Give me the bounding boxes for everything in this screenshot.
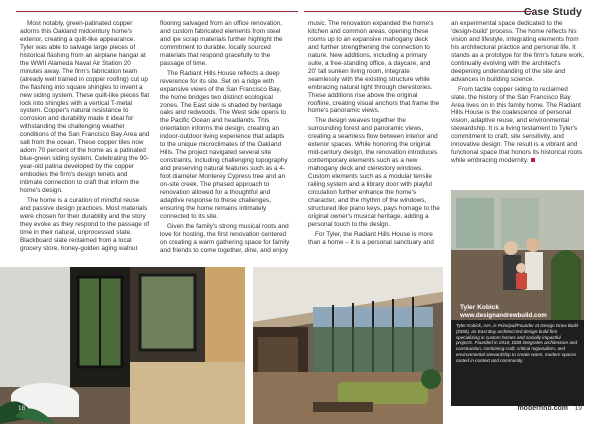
top-rule-right [304, 11, 532, 12]
column-3-paragraph: music. The renovation expanded the home's kitchen and common areas, opening these rooms up to an expansive mahogany deck and further strengthening the connection to nature. New additions, including a primary suite, a free-standing office, a daycare, and 20' tall sunken living room, integrate seamlessly with the existing structure while embracing natural light through clerestories. These additions rise above the original roofline, creating visual anchors that frame the home's panoramic views. [308, 20, 440, 115]
site-url[interactable]: modernhb.com [517, 405, 568, 412]
column-1-paragraph: The home is a curation of mindful reuse and passive design practices. Most materials were chosen for their durability and the story they evoke as they respond to the passage of time in their natural, unprocessed state. Blackboard slate reclaimed from a local grocery store, honey-golden aging walnut [20, 196, 149, 252]
column-2 [160, 20, 290, 257]
living-room-illustration [253, 267, 443, 424]
page-number-left: 18 [18, 405, 26, 412]
column-2-paragraph: flooring salvaged from an office renovation, and custom fabricated elements from steel and ipe scrap materials further highlight the commitment to durable, locally sourced materials that respond gracefully to the passage of time. [160, 20, 283, 67]
photo-portrait [451, 190, 584, 320]
column-1-paragraph: Most notably, green-patinated copper adorns this Oakland midcentury home's exterior, creating a quilt-like appearance. Tyler was able to salvage large pieces of historical flashing from an airplane hangar at the WWII Alameda Naval Air Station 20 minutes away. The firm's fabrication team (already well trained in copper roofing) cut up the flashing into square shingles to invent a new siding system. These quilt-like pieces flat lock into shingles with a vertical T-metal system. Copper's natural resistance to corrosion and durability made it ideal for withstanding the challenging weather conditions of the San Francisco Bay Area and salt from the ocean. These copper tiles now adorn 70 percent of the home as a patinated blue-green siding system. Celebrating the 90-year-old patina developed by the copper embodies the firm's design tenets and intimate connection to craft that inform the home's design. [20, 20, 150, 195]
column-2-paragraph: Given the family's strong musical roots and love for hosting, the first renovation centered on creating a warm gathering space for family and friends to come together, dine, and enjoy [160, 222, 290, 254]
column-3-paragraph: For Tyler, the Radiant Hills House is more than a home – it is a personal sanctuary and [308, 230, 434, 246]
column-2-paragraph: The Radiant Hills House reflects a deep reverence for its site. Set on a ridge with expansive views of the San Francisco Bay, the home bridges two distinct ecological zones. The East side is shaded by heritage oaks and redwoods. The West side opens to the Pacific Ocean and headlands. This orientation informs the design, creating an indoor-outdoor living experience that adapts to the unique microclimates of the Oakland Hills. The project navigated several site constraints, including challenging topography and preserving natural features such as a 4-foot diameter Monterey Cypress tree and an on-site creek. The phased approach to renovation allowed for a thoughtful and adaptive response to these challenges, ensuring the home remains intimately connected to its site. [160, 69, 288, 220]
end-mark-icon [531, 158, 535, 162]
caption-box [451, 320, 584, 406]
column-4-paragraph [451, 86, 584, 166]
column-4-paragraph: an experimental space dedicated to the 'design-build' process. The home reflects his vision and lifestyle, integrating elements from his architectural practice and personal life. It stands as a prototype for the firm's future work, continually evolving with the architect's deepening understanding of the site and advances in building science. [451, 20, 584, 83]
portrait-illustration [451, 190, 584, 320]
column-3-paragraph: The design weaves together the surrounding forest and panoramic views, creating a seamless flow between interior and exterior spaces. While honoring the original mid-century design, the renovation introduces contemporary elements such as a new mahogany deck and clerestory windows. Custom elements such as a modular tensile railing system and a library door with playful circulation further enhance the home's character, and the rhythm of the windows, structured like piano keys, pays homage to the original owner's musical heritage, adding a personal touch to the design. [308, 117, 440, 228]
column-4 [451, 20, 584, 167]
column-3 [308, 20, 440, 249]
top-rule-left [16, 11, 298, 12]
column-4-paragraph-text: From tactile copper siding to reclaimed slate, the history of the San Francisco Bay Area lives on in this family home. The Radiant Hills House is the coalescence of personal vision, adaptive reuse, and environmental stewardship. It is a living testament to Tyler's commitment to craft, site sensitivity, and innovative design. The result is a vibrant and functional space that honors its historical roots while embracing modernity. [451, 85, 583, 165]
photo-bathroom [0, 267, 245, 424]
caption-website[interactable]: www.designandrewbuild.com [460, 312, 547, 319]
column-1 [20, 20, 150, 255]
section-tag: Case Study [523, 6, 582, 18]
caption-bio: Tyler Kobick, AIA, is Principal/Founder at Design Draw Build (DDB), an East Bay architect-led design-build firm specializing in custom homes and socially impactful projects. Founded in 2010, DDB integrates architecture and construction, combining craft, critical regionalism, and environmental stewardship to create warm, modern spaces rooted in context and community. [456, 323, 579, 363]
photo-living-room [253, 267, 443, 424]
bathroom-illustration [0, 267, 245, 424]
caption-name: Tyler Kobick [460, 304, 500, 311]
page-number-right: 19 [574, 405, 582, 412]
